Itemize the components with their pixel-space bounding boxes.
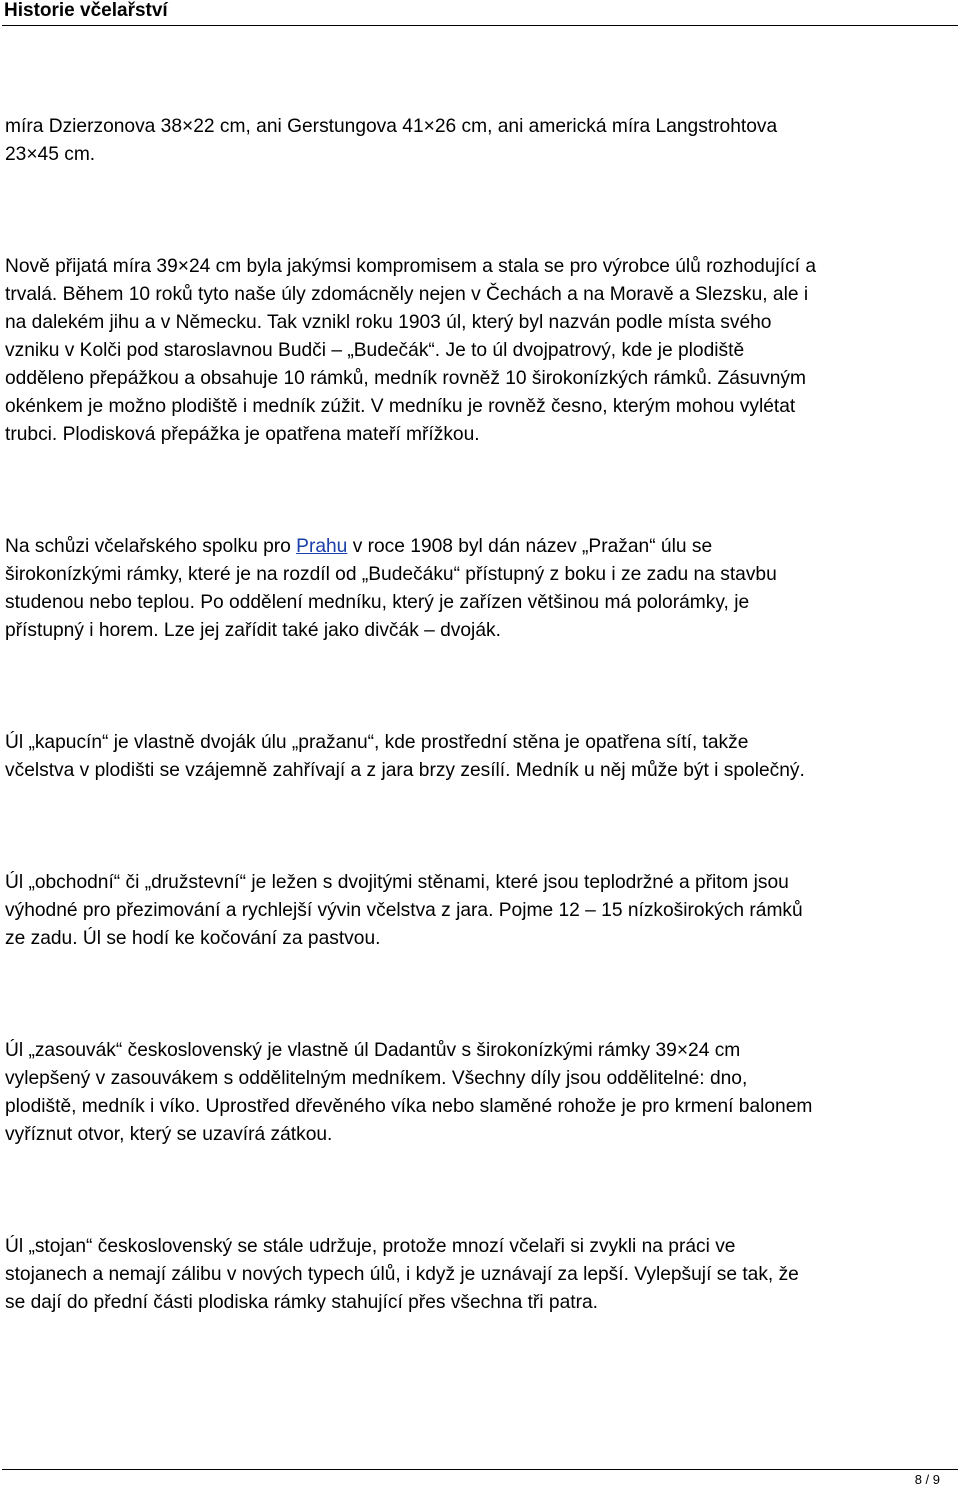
text-line: Úl „zasouvák“ československý je vlastně úl Dadantův s širokonízkými rámky 39×24 cm (5, 1040, 741, 1061)
text-line: Nově přijatá míra 39×24 cm byla jakýmsi kompromisem a stala se pro výrobce úlů rozhodující a (5, 256, 817, 277)
paragraph-7 (5, 1233, 950, 1317)
prahu-link[interactable]: Prahu (296, 536, 348, 557)
footer-divider (2, 1469, 958, 1470)
page-header (0, 0, 960, 28)
text-line: Úl „kapucín“ je vlastně dvoják úlu „pražanu“, kde prostřední stěna je opatřena sítí, takže (5, 732, 749, 753)
text-line-start: Na schůzi včelařského spolku pro (5, 536, 297, 557)
text-line: ze zadu. Úl se hodí ke kočování za pastvou. (5, 928, 381, 949)
text-line: odděleno přepážkou a obsahuje 10 rámků, medník rovněž 10 širokonízkých rámků. Zásuvným (5, 368, 806, 389)
text-line: širokonízkými rámky, které je na rozdíl od „Budečáku“ přístupný z boku i ze zadu na stavbu (5, 564, 777, 585)
text-line: na dalekém jihu a v Německu. Tak vznikl roku 1903 úl, který byl nazván podle místa svého (5, 312, 772, 333)
text-line: stojanech a nemají zálibu v nových typech úlů, i když je uznávají za lepší. Vylepšují se tak, že (5, 1264, 799, 1285)
text-line: Úl „stojan“ československý se stále udržuje, protože mnozí včelaři si zvykli na práci ve (5, 1236, 736, 1257)
paragraph-3 (5, 533, 950, 645)
paragraph-1 (5, 113, 950, 169)
text-line: vylepšený v zasouvákem s oddělitelným medníkem. Všechny díly jsou oddělitelné: dno, (5, 1068, 748, 1089)
text-line: studenou nebo teplou. Po oddělení medníku, který je zařízen většinou má polorámky, je (5, 592, 750, 613)
text-line: 23×45 cm. (5, 144, 96, 165)
text-line: okénkem je možno plodiště i medník zúžit. V medníku je rovněž česno, kterým mohou vylétat (5, 396, 796, 417)
page-number: 8 / 9 (914, 1472, 940, 1487)
document-title: Historie včelařství (4, 0, 168, 21)
text-line: plodiště, medník i víko. Uprostřed dřevěného víka nebo slaměné rohože je pro krmení balonem (5, 1096, 813, 1117)
text-line: vzniku v Kolči pod staroslavnou Budči – „Budečák“. Je to úl dvojpatrový, kde je plodiště (5, 340, 745, 361)
text-line: se dají do přední části plodiska rámky stahující přes všechna tři patra. (5, 1292, 598, 1313)
text-line: trubci. Plodisková přepážka je opatřena mateří mřížkou. (5, 424, 480, 445)
text-line-end: v roce 1908 byl dán název „Pražan“ úlu se (347, 536, 713, 557)
text-line: včelstva v plodišti se vzájemně zahřívají a z jara brzy zesílí. Medník u něj může být i společný. (5, 760, 805, 781)
paragraph-4 (5, 729, 950, 785)
text-line: vyříznut otvor, který se uzavírá zátkou. (5, 1124, 333, 1145)
header-divider (2, 25, 958, 26)
text-line: Úl „obchodní“ či „družstevní“ je ležen s dvojitými stěnami, které jsou teplodržné a přitom jsou (5, 872, 789, 893)
text-line: výhodné pro přezimování a rychlejší vývin včelstva z jara. Pojme 12 – 15 nízkoširokých rámků (5, 900, 803, 921)
paragraph-6 (5, 1037, 950, 1149)
paragraph-2 (5, 253, 950, 449)
text-line: přístupný i horem. Lze jej zařídit také jako divčák – dvoják. (5, 620, 501, 641)
text-line: míra Dzierzonova 38×22 cm, ani Gerstungova 41×26 cm, ani americká míra Langstrohtova (5, 116, 778, 137)
paragraph-5 (5, 869, 950, 953)
text-line: trvalá. Během 10 roků tyto naše úly zdomácněly nejen v Čechách a na Moravě a Slezsku, ale i (5, 284, 809, 305)
